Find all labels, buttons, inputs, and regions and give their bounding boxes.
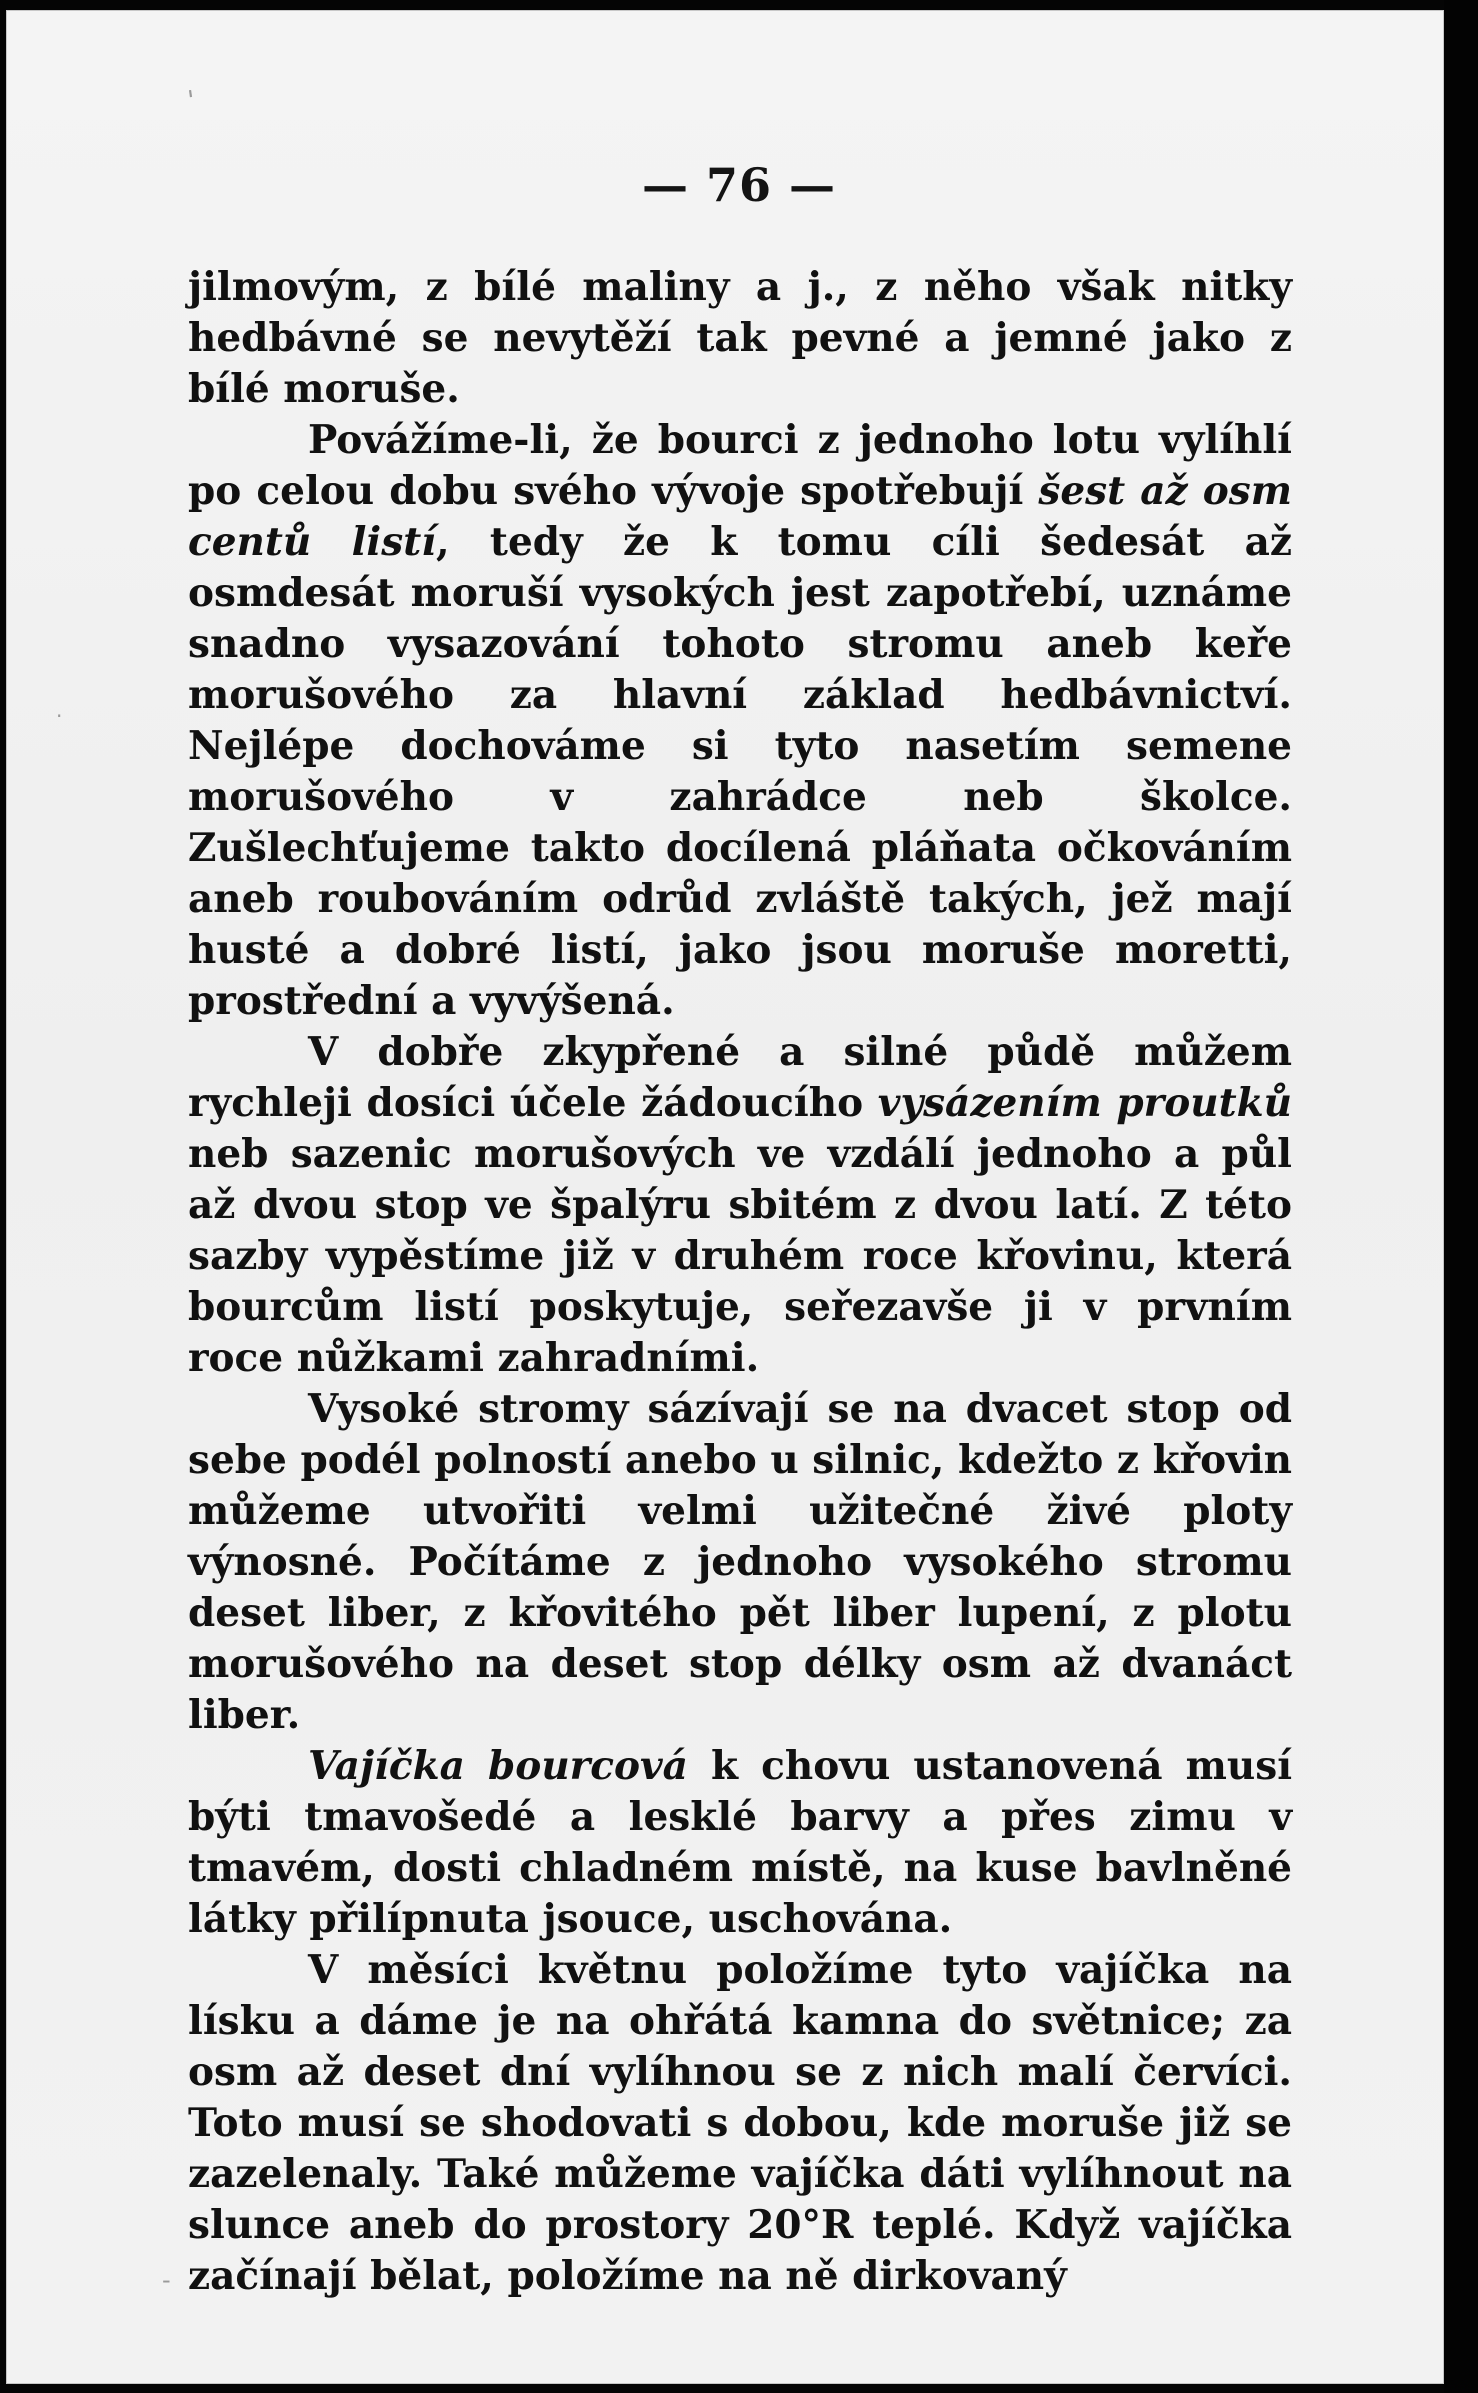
paragraph-text: Povážíme-li, že bourci z jednoho lotu vylíhlí po celou dobu svého vývoje spotřebují xyxy=(188,417,1292,514)
paragraph-text: V dobře zkypřené a silné půdě můžem rychleji dosíci účele žádoucího xyxy=(188,1029,1292,1126)
emphasized-text: Vajíčka bourcová xyxy=(308,1743,688,1789)
scan-border xyxy=(1444,0,1478,2393)
paragraph xyxy=(188,1027,1292,1384)
paragraph-text: Vysoké stromy sázívají se na dvacet stop od sebe podél polností anebo u silnic, kdežto z křovin můžeme utvořiti velmi užitečné živé ploty výnosné. Počítáme z jednoho vysokého stromu deset liber, z křovitého pět liber lupení, z plotu morušového na deset stop délky osm až dvanáct liber. xyxy=(188,1386,1292,1738)
margin-mark: ' xyxy=(185,85,198,117)
paragraph xyxy=(188,1945,1292,2302)
emphasized-text: šest až osm centů listí xyxy=(188,468,1292,565)
emphasized-text: vysázením proutků xyxy=(877,1080,1292,1126)
paragraph-text: jilmovým, z bílé maliny a j., z něho však nitky hedbávné se nevytěží tak pevné a jemné jako z bílé moruše. xyxy=(188,264,1292,412)
paragraph xyxy=(188,1384,1292,1741)
paragraph xyxy=(188,1741,1292,1945)
paragraph xyxy=(188,262,1292,415)
paragraph xyxy=(188,415,1292,1027)
page-body xyxy=(188,262,1292,2302)
margin-mark: - xyxy=(162,2266,171,2294)
margin-mark: · xyxy=(56,704,63,728)
paragraph-text: neb sazenic morušových ve vzdálí jednoho a půl až dvou stop ve špalýru sbitém z dvou latí. Z této sazby vypěstíme již v druhém roce křovinu, která bourcům listí poskytuje, seřezavše ji v prvním roce nůžkami zahradními. xyxy=(188,1131,1292,1381)
paragraph-text: k chovu ustanovená musí býti tmavošedé a lesklé barvy a přes zimu v tmavém, dosti chladném místě, na kuse bavlněné látky přilípnuta jsouce, uschována. xyxy=(188,1743,1293,1942)
paragraph-text: , tedy že k tomu cíli šedesát až osmdesát moruší vysokých jest zapotřebí, uznáme snadno vysazování tohoto stromu aneb keře morušového za hlavní základ hedbávnictví. Nejlépe dochováme si tyto nasetím semene morušového v zahrádce neb školce. Zušlechťujeme takto docílená pláňata očkováním aneb roubováním odrůd zvláště takých, jež mají husté a dobré listí, jako jsou moruše moretti, prostřední a vyvýšená. xyxy=(188,519,1292,1024)
paragraph-text: V měsíci květnu položíme tyto vajíčka na lísku a dáme je na ohřátá kamna do světnice; za osm až deset dní vylíhnou se z nich malí červíci. Toto musí se shodovati s dobou, kde moruše již se zazelenaly. Také můžeme vajíčka dáti vylíhnout na slunce aneb do prostory 20°R teplé. Když vajíčka začínají bělat, položíme na ně dirkovaný xyxy=(188,1947,1292,2299)
page-number: — 76 — xyxy=(641,158,837,212)
